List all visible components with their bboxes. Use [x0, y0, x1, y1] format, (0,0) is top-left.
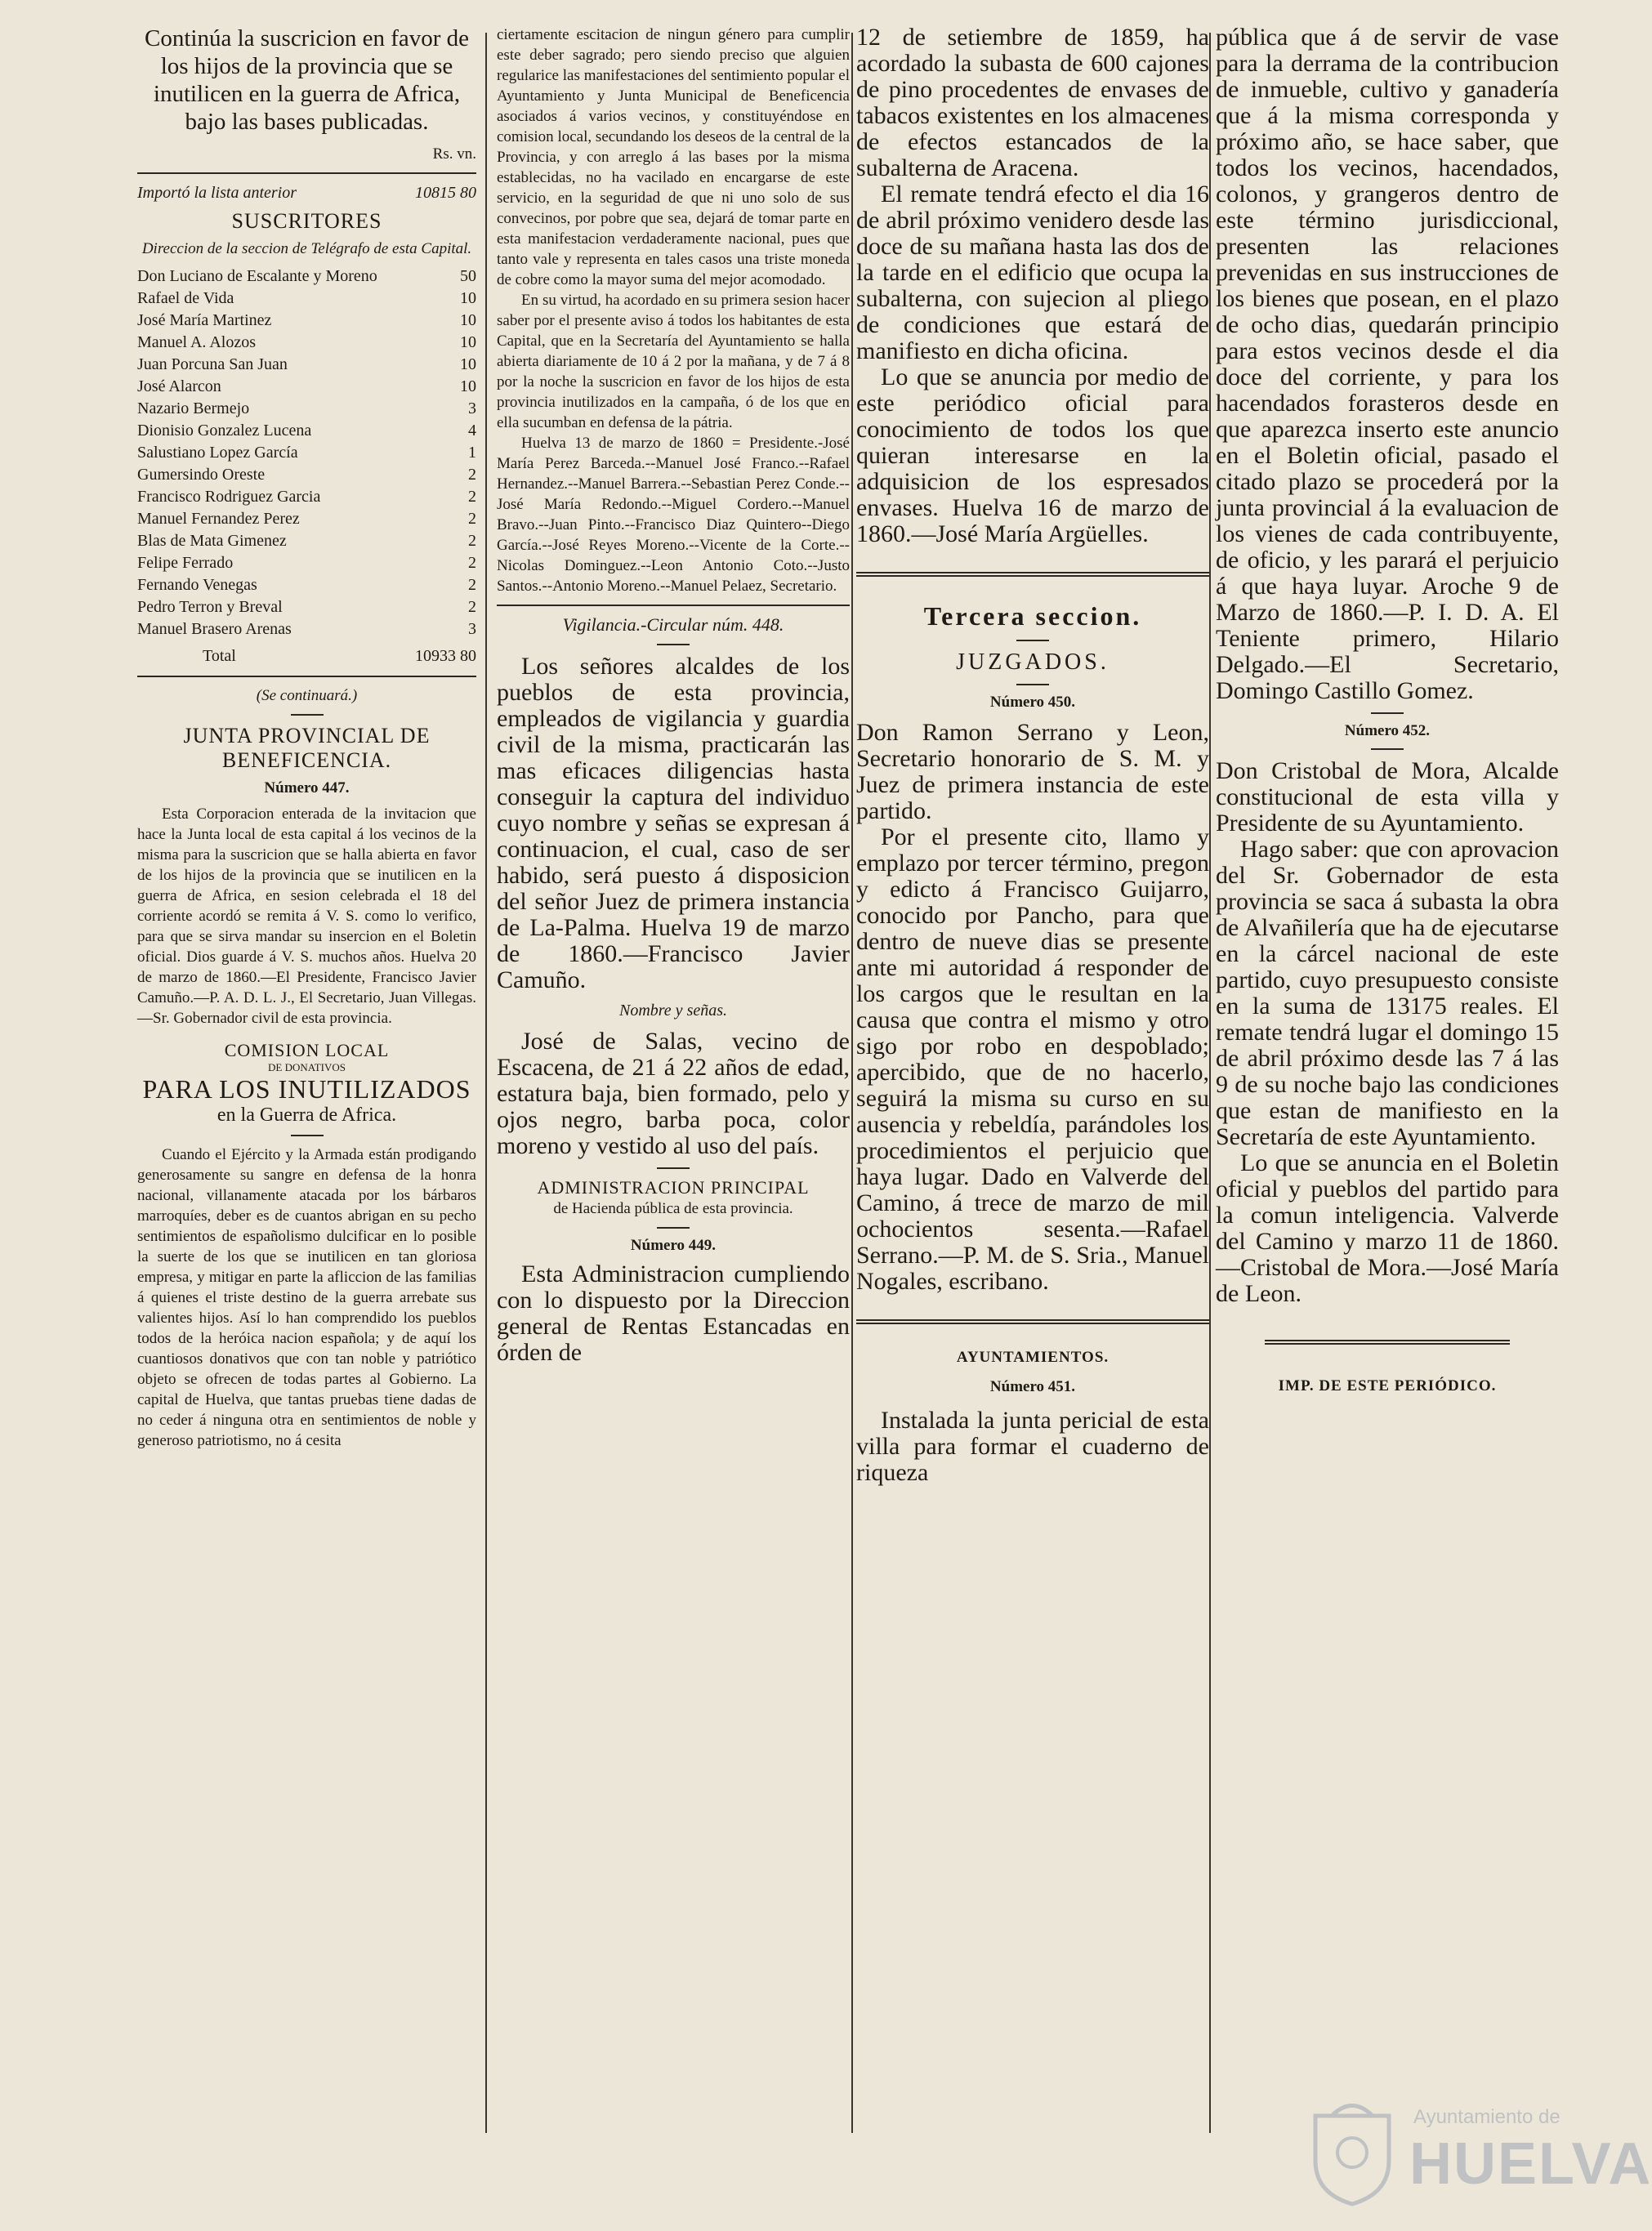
subscriber-name: Pedro Terron y Breval	[137, 598, 283, 616]
subscriber-row	[137, 310, 476, 332]
article-cristobal: Don Cristobal de Mora, Alcalde constitucional de esta villa y Presidente de su Ayuntamiento.	[1216, 757, 1559, 837]
divider	[497, 605, 850, 606]
article-publica: pública que á de servir de vase para la derrama de la contribucion de inmueble, cultivo y ganadería que á la misma corresponda y próximo año, se hace saber, que todos los vecinos, hacendados, colonos, y grangeros dentro de este término jurisdiccional, presenten las relaciones prevenidas en sus instrucciones de los bienes que posean, en el plazo de ocho dias, quedarán principio para estos vecinos desde el dia doce del corriente, y para los hacendados forasteros desde en que aparezca inserto este anuncio en el Boletin oficial, pasado el citado plazo se procederá por la junta provincial á la evaluacion de los vienes de cada contribuyente, de oficio, y les parará el perjuicio á que haya luyar. Aroche 9 de Marzo de 1860.—P. I. D. A. El Teniente primero, Hilario Delgado.—El Secretario, Domingo Castillo Gomez.	[1216, 24, 1559, 704]
imprint: IMP. DE ESTE PERIÓDICO.	[1278, 1377, 1497, 1394]
subscriber-name: José Alarcon	[137, 377, 221, 395]
article-setiembre: 12 de setiembre de 1859, ha acordado la subasta de 600 cajones de pino procedentes de envases de tabacos existentes en los almacenes de efectos estancados de la subalterna de Aracena.	[856, 24, 1209, 181]
short-rule	[657, 644, 690, 645]
short-rule	[657, 1227, 690, 1229]
short-rule	[1371, 748, 1404, 750]
subscriber-name: Fernando Venegas	[137, 576, 257, 594]
ayuntamientos-heading: AYUNTAMIENTOS.	[956, 1349, 1110, 1366]
inutilizados-heading: PARA LOS INUTILIZADOS	[142, 1074, 471, 1104]
divider	[137, 676, 476, 677]
column-3	[856, 25, 1209, 2182]
currency-label: Rs. vn.	[432, 145, 476, 163]
subscriber-row	[137, 530, 476, 552]
subscriber-name: Salustiano Lopez García	[137, 444, 298, 462]
previous-total-label: Importó la lista anterior	[137, 184, 297, 202]
article-virtud: En su virtud, ha acordado en su primera sesion hacer saber por el presente aviso á todos los habitantes de esta Capital, que en la Secretaría del Ayuntamiento se halla abierta diariamente de 10 á 2 por la mañana, y de 7 á 8 por la noche la suscricion en favor de los hijos de esta provincia inutilizados en la campaña, ó de los que en ella sucumban en defensa de la pátria.	[497, 292, 850, 431]
juzgados-heading: JUZGADOS.	[956, 649, 1110, 675]
subscriber-name: Felipe Ferrado	[137, 554, 234, 572]
column-2	[497, 25, 850, 2182]
subscriber-row	[137, 398, 476, 420]
subscriber-amount: 4	[468, 422, 476, 440]
short-rule	[291, 1135, 324, 1136]
subscriber-name: Manuel Brasero Arenas	[137, 620, 292, 638]
article-administracion: Esta Administracion cumpliendo con lo dispuesto por la Direccion general de Rentas Estancadas en órden de	[497, 1261, 850, 1366]
ayuntamiento-watermark	[1307, 2091, 1652, 2214]
subscription-intro: Continúa la suscricion en favor de los hijos de la provincia que se inutilicen en la guerra de Africa, bajo las bases publicadas.	[144, 25, 470, 135]
divider	[137, 172, 476, 174]
numero-451: Número 451.	[989, 1378, 1076, 1395]
article-senores: Los señores alcaldes de los pueblos de esta provincia, empleados de vigilancia y guardia civil de la misma, practicarán las mas eficaces diligencias hasta conseguir la captura del individuo cuyo nombre y señas se expresan á continuacion, el cual, caso de ser habido, será puesto á disposicion del señor Juez de primera instancia de La-Palma. Huelva 19 de marzo de 1860.—Francisco Javier Camuño.	[497, 653, 850, 993]
article-remate: El remate tendrá efecto el dia 16 de abril próximo venidero desde las doce de su mañana hasta las dos de la tarde en el edificio que ocupa la subalterna, con sujecion al pliego de condiciones que estará de manifiesto en dicha oficina.	[856, 181, 1209, 364]
subscriber-name: Francisco Rodriguez Garcia	[137, 488, 321, 506]
subscriber-amount: 1	[468, 444, 476, 462]
subscriber-amount: 2	[468, 532, 476, 550]
tercera-seccion-heading: Tercera seccion.	[923, 601, 1142, 631]
column-rule	[485, 33, 487, 2133]
subscriber-row	[137, 552, 476, 574]
article-instalada: Instalada la junta pericial de esta villa para formar el cuaderno de riqueza	[856, 1407, 1209, 1486]
subscriber-name: Rafael de Vida	[137, 289, 234, 307]
subscriber-row	[137, 508, 476, 530]
subscriber-row	[137, 265, 476, 288]
subscriber-row	[137, 376, 476, 398]
crest-icon	[1307, 2091, 1397, 2206]
direccion-subheading: Direccion de la seccion de Telégrafo de esta Capital.	[141, 240, 472, 257]
subscriber-amount: 3	[468, 620, 476, 638]
nombre-heading: Nombre y señas.	[618, 1002, 728, 1020]
article-ramon: Don Ramon Serrano y Leon, Secretario honorario de S. M. y Juez de primera instancia de este partido.	[856, 719, 1209, 824]
watermark-line1: Ayuntamiento de	[1413, 2106, 1560, 2128]
watermark-line2: HUELVA	[1409, 2131, 1652, 2197]
column-1	[137, 25, 476, 2182]
subscriber-name: Don Luciano de Escalante y Moreno	[137, 267, 377, 285]
subscriber-list	[137, 265, 476, 640]
subscriber-amount: 50	[460, 267, 476, 285]
double-rule	[1265, 1340, 1510, 1345]
article-signatures: Huelva 13 de marzo de 1860 = Presidente.-José María Perez Barceda.--Manuel José Franco.--Rafael Hernandez.--Manuel Barrera.--Sebastian Perez Conde.--José María Redondo.--Miguel Cordero.--Manuel Bravo.--Juan Pinto.--Francisco Diaz Quintero--Diego García.--José Reyes Moreno.--Vicente de la Corte.--Nicolas Dominguez.--Leon Antonio Coto.--Justo Santos.--Antonio Moreno.--Manuel Pelaez, Secretario.	[497, 435, 850, 595]
previous-total-amount: 10815 80	[415, 184, 476, 202]
short-rule	[657, 1167, 690, 1169]
subscriber-name: Manuel Fernandez Perez	[137, 510, 300, 528]
short-rule	[1016, 684, 1049, 685]
vigilancia-heading: Vigilancia.-Circular núm. 448.	[562, 614, 784, 635]
continuara-note: (Se continuará.)	[256, 687, 358, 704]
article-anuncia: Lo que se anuncia por medio de este periódico oficial para conocimiento de todos los que quieran interesarse en la adquisicion de los espresados envases. Huelva 16 de marzo de 1860.—José María Argüelles.	[856, 364, 1209, 547]
subscriber-row	[137, 442, 476, 464]
article-continuation: ciertamente escitacion de ningun género para cumplir este deber sagrado; pero siendo preciso que alguien regularice las manifestaciones del sentimiento popular el Ayuntamiento y Junta Municipal de Beneficencia asociados á varios vecinos, y constituyéndose en comision local, secundando los deseos de la central de la Provincia, y con arreglo á las bases por la misma establecidas, no ha vacilado en encargarse de este servicio, en la seguridad de que ni uno solo de sus convecinos, por pobre que sea, dejará de tomar parte en esta manifestacion verdaderamente nacional, pues que tanto vale y representa en tales casos una triste moneda de cobre como la mayor suma del mejor acomodado.	[497, 26, 850, 288]
administracion-heading: ADMINISTRACION PRINCIPAL	[537, 1177, 810, 1198]
subscriber-amount: 3	[468, 399, 476, 417]
subscriber-name: Nazario Bermejo	[137, 399, 250, 417]
total-amount: 10933 80	[415, 647, 476, 665]
subscriber-amount: 10	[460, 355, 476, 373]
double-rule	[856, 1319, 1209, 1324]
comision-heading: COMISION LOCAL	[224, 1040, 390, 1060]
short-rule	[1016, 640, 1049, 641]
numero-447: Número 447.	[264, 779, 350, 796]
article-loque: Lo que se anuncia en el Boletin oficial y pueblos del partido para la comun inteligencia. Valverde del Camino y marzo 11 de 1860.—Cristobal de Mora.—José María de Leon.	[1216, 1149, 1559, 1307]
double-rule	[856, 572, 1209, 577]
subscriber-name: José María Martinez	[137, 311, 272, 329]
subscriber-row	[137, 420, 476, 442]
subscriber-name: Gumersindo Oreste	[137, 466, 266, 484]
numero-449: Número 449.	[630, 1237, 717, 1254]
subscriber-amount: 2	[468, 598, 476, 616]
article-cuando: Cuando el Ejército y la Armada están prodigando generosamente su sangre en defensa de la honra nacional, villanamente atacada por los bárbaros marroquíes, deber es de cuantos abrigan en su pecho sentimientos de españolismo dulcificar en lo posible la suerte de los que se inutilicen en tan gloriosa empresa, y mitigar en parte la afliccion de las familias á quienes el triste destino de la guerra arrebate sus valientes hijos. Así lo han comprendido los pueblos todos de la heróica nacion española; y de aquí los cuantiosos donativos que con tan noble y patriótico objeto se ofrecen de todas partes al Gobierno. La capital de Huelva, que tantas pruebas tiene dadas de no ceder á ninguna otra en sentimientos de noble y generoso patriotismo, no á cesita	[137, 1146, 476, 1449]
subscriber-amount: 10	[460, 311, 476, 329]
subscriber-name: Juan Porcuna San Juan	[137, 355, 288, 373]
subscriber-row	[137, 354, 476, 376]
subscriber-name: Dionisio Gonzalez Lucena	[137, 422, 312, 440]
article-hago: Hago saber: que con aprovacion del Sr. Gobernador de esta provincia se saca á subasta la obra de Alvañilería que ha de ejecutarse en la cárcel nacional de este partido, cuyo presupuesto consiste en la suma de 13175 reales. El remate tendrá lugar el domingo 15 de abril próximo desde las 7 á las 9 de su noche bajo las condiciones que estan de manifiesto en la Secretaría de este Ayuntamiento.	[1216, 836, 1559, 1150]
subscriber-amount: 10	[460, 289, 476, 307]
total-label: Total	[203, 647, 236, 665]
article-447: Esta Corporacion enterada de la invitacion que hace la Junta local de esta capital á los vecinos de la misma para la suscricion que se halla abierta en favor de los hijos de la provincia que se inutilicen en la guerra de Africa, en sesion celebrada el 18 del corriente acordó se remita á V. S. como lo verifico, para que se sirva mandar su insercion en el Boletin oficial. Dios guarde á V. S. muchos años. Huelva 20 de marzo de 1860.—El Presidente, Francisco Javier Camuño.—P. A. D. L. J., El Secretario, Juan Villegas.—Sr. Gobernador civil de esta provincia.	[137, 805, 476, 1027]
subscriber-name: Manuel A. Alozos	[137, 333, 256, 351]
subscriber-amount: 2	[468, 510, 476, 528]
column-4	[1216, 25, 1559, 2182]
total-row	[137, 645, 476, 667]
article-jose: José de Salas, vecino de Escacena, de 21 á 22 años de edad, estatura baja, bien formado, pelo y ojos negro, barba poca, color moreno y vestido al uso del país.	[497, 1028, 850, 1159]
subscriber-row	[137, 574, 476, 596]
subscriber-amount: 2	[468, 576, 476, 594]
short-rule	[1371, 712, 1404, 714]
column-rule	[1209, 33, 1211, 2133]
subscriber-row	[137, 618, 476, 640]
guerra-heading: en la Guerra de Africa.	[217, 1104, 397, 1126]
subscriber-row	[137, 288, 476, 310]
column-rule	[851, 33, 853, 2133]
subscriber-name: Blas de Mata Gimenez	[137, 532, 287, 550]
junta-heading: JUNTA PROVINCIAL DE BENEFICENCIA.	[183, 724, 431, 772]
suscritores-heading: SUSCRITORES	[231, 209, 382, 233]
subscriber-row	[137, 596, 476, 618]
subscriber-amount: 2	[468, 554, 476, 572]
donativos-heading: DE DONATIVOS	[268, 1061, 346, 1073]
subscriber-row	[137, 332, 476, 354]
subscriber-row	[137, 486, 476, 508]
numero-450: Número 450.	[989, 694, 1076, 711]
numero-452: Número 452.	[1344, 722, 1431, 739]
subscriber-row	[137, 464, 476, 486]
previous-total-row	[137, 182, 476, 204]
hacienda-subheading: de Hacienda pública de esta provincia.	[553, 1200, 793, 1217]
article-cito: Por el presente cito, llamo y emplazo por tercer término, pregon y edicto á Francisco Guijarro, conocido por Pancho, para que dentro de nueve dias se presente ante mi autoridad á responder de los cargos que le resultan en la causa que contra el mismo y otro sigo por robo en despoblado; apercibido, que de no hacerlo, seguirá la misma su curso en su ausencia y rebeldía, parándoles los procedimientos el perjuicio que haya lugar. Dado en Valverde del Camino, á trece de marzo de mil ochocientos sesenta.—Rafael Serrano.—P. M. de S. Sria., Manuel Nogales, escribano.	[856, 823, 1209, 1295]
subscriber-amount: 2	[468, 466, 476, 484]
subscriber-amount: 10	[460, 333, 476, 351]
subscriber-amount: 10	[460, 377, 476, 395]
short-rule	[291, 714, 324, 716]
subscriber-amount: 2	[468, 488, 476, 506]
